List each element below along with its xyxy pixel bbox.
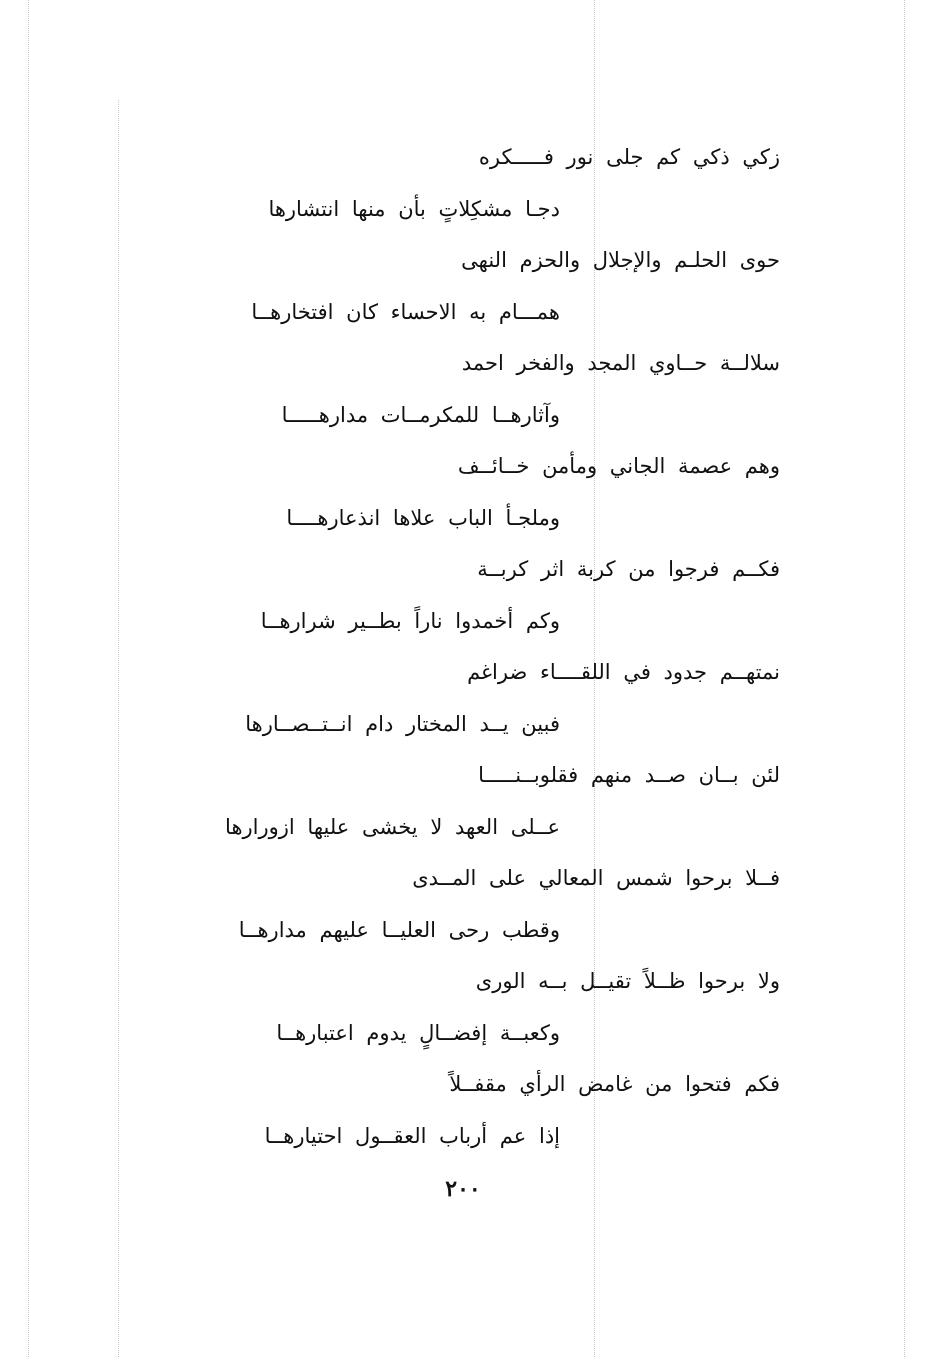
verse-line: زكي ذكي كم جلى نور فـــــكره — [478, 145, 780, 169]
verse-line: فبين يــد المختار دام انــتــصــارها — [245, 711, 560, 736]
verse-line: إذا عم أرباب العقــول احتيارهــا — [264, 1123, 560, 1148]
verse-line: وكم أخمدوا ناراً بطــير شرارهــا — [260, 608, 560, 633]
verse-line: وكعبــة إفضــالٍ يدوم اعتبارهــا — [276, 1020, 560, 1045]
scan-artifact-left-1 — [28, 0, 29, 1357]
verse-line: ولا برحوا ظــلاً تقيــل بــه الورى — [475, 969, 780, 993]
poem-body — [180, 132, 780, 1162]
verse-line: فــلا برحوا شمس المعالي على المــدى — [412, 866, 780, 890]
verse-line: وآثارهــا للمكرمــات مدارهـــــا — [281, 402, 560, 427]
verse-line: عــلى العهد لا يخشى عليها ازورارها — [225, 814, 560, 839]
verse-line: وقطب رحى العليــا عليهم مدارهــا — [238, 917, 560, 942]
verse-line: وهم عصمة الجاني ومأمن خــائــف — [457, 454, 780, 478]
verse-line: وملجـأ الباب علاها انذعارهــــا — [286, 505, 560, 530]
verse-line: فكم فتحوا من غامض الرأي مقفــلاً — [449, 1072, 780, 1096]
verse-line: حوى الحلـم والإجلال والحزم النهى — [461, 248, 780, 272]
verse-line: فكــم فرجوا من كربة اثر كربــة — [477, 557, 780, 581]
verse-line: دجـا مشكِلاتٍ بأن منها انتشارها — [268, 196, 560, 221]
verse-line: نمتهــم جدود في اللقــــاء ضراغم — [467, 660, 780, 684]
verse-line: لئن بــان صــد منهم فقلوبــنـــــا — [478, 763, 780, 787]
scan-artifact-left-2 — [118, 100, 119, 1357]
verse-line: همـــام به الاحساء كان افتخارهــا — [251, 299, 560, 324]
page-number: ٢٠٠ — [445, 1176, 481, 1202]
scan-artifact-right — [904, 0, 905, 1357]
verse-line: سلالــة حــاوي المجد والفخر احمد — [461, 351, 780, 375]
